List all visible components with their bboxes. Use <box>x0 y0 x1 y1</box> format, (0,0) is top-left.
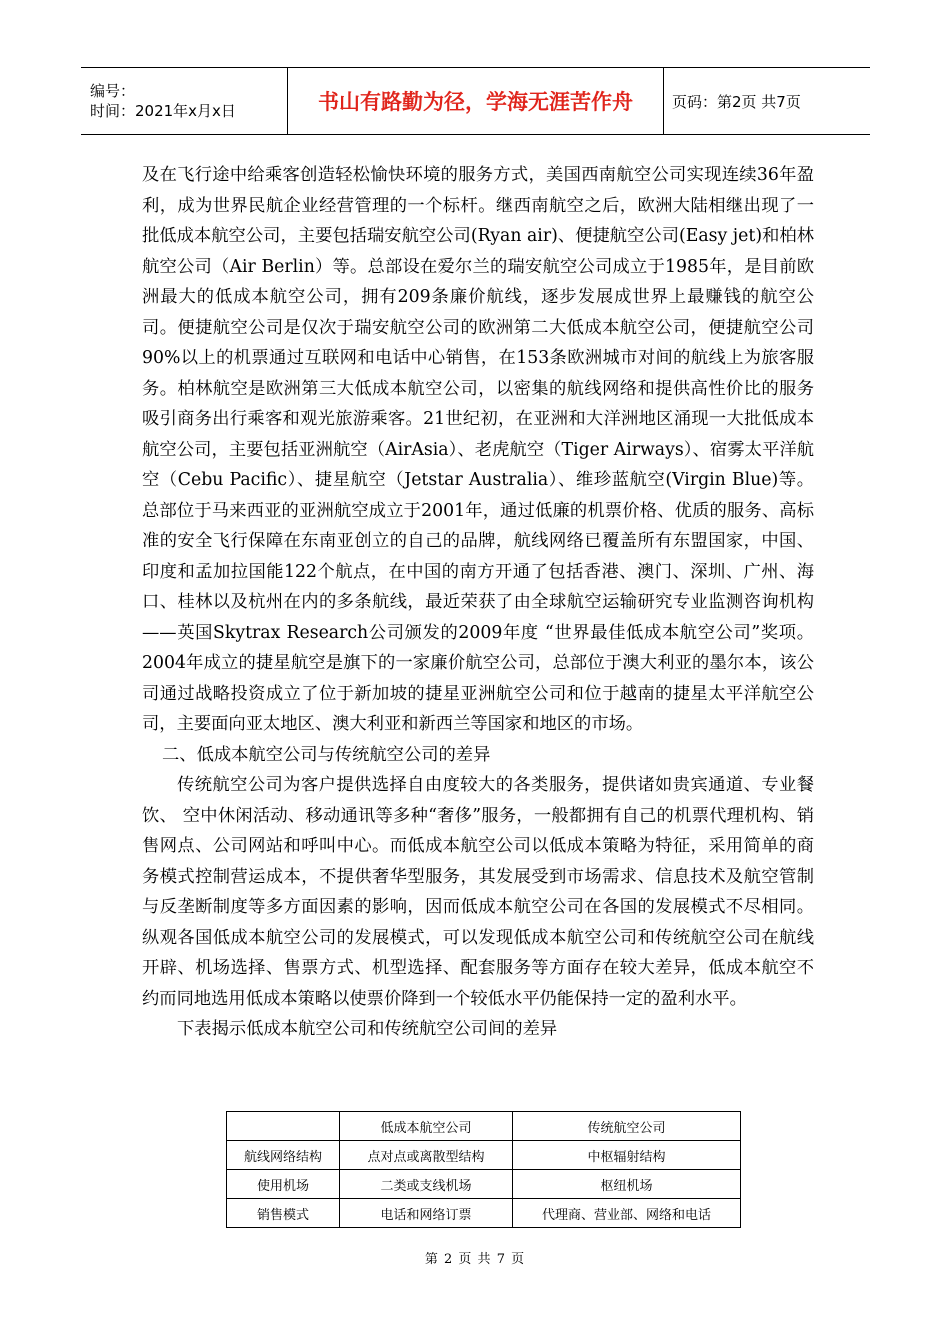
comparison-table <box>226 1111 741 1228</box>
body-paragraph-1: 及在飞行途中给乘客创造轻松愉快环境的服务方式，美国西南航空公司实现连续36年盈利，成为世界民航企业经营管理的一个标杆。继西南航空之后，欧洲大陆相继出现了一批低成本航空公司，主要包括瑞安航空公司(Ryan air)、便捷航空公司(Easy jet)和柏林航空公司（Air Berlin）等。总部设在爱尔兰的瑞安航空公司成立于1985年，是目前欧洲最大的低成本航空公司，拥有209条廉价航线，逐步发展成世界上最赚钱的航空公司。便捷航空公司是仅次于瑞安航空公司的欧洲第二大低成本航空公司，便捷航空公司90%以上的机票通过互联网和电话中心销售，在153条欧洲城市对间的航线上为旅客服务。柏林航空是欧洲第三大低成本航空公司，以密集的航线网络和提供高性价比的服务吸引商务出行乘客和观光旅游乘客。21世纪初，在亚洲和大洋洲地区涌现一大批低成本航空公司，主要包括亚洲航空（AirAsia）、老虎航空（Tiger Airways）、宿雾太平洋航空（Cebu Pacific）、捷星航空（Jetstar Australia）、维珍蓝航空(Virgin Blue)等。总部位于马来西亚的亚洲航空成立于2001年，通过低廉的机票价格、优质的服务、高标准的安全飞行保障在东南亚创立的自己的品牌，航线网络已覆盖所有东盟国家，中国、印度和孟加拉国能122个航点，在中国的南方开通了包括香港、澳门、深圳、广州、海口、桂林以及杭州在内的多条航线，最近荣获了由全球航空运输研究专业监测咨询机构——英国Skytrax Research公司颁发的2009年度 “世界最佳低成本航空公司”奖项。2004年成立的捷星航空是旗下的一家廉价航空公司，总部位于澳大利亚的墨尔本，该公司通过战略投资成立了位于新加坡的捷星亚洲航空公司和位于越南的捷星太平洋航空公司，主要面向亚太地区、澳大利亚和新西兰等国家和地区的市场。 <box>142 165 814 734</box>
document-date: 时间：2021年x月x日 <box>90 102 236 120</box>
table-caption: 下表揭示低成本航空公司和传统航空公司间的差异 <box>177 1019 558 1039</box>
page-header <box>81 67 870 135</box>
table-row <box>227 1141 741 1170</box>
table-row <box>227 1199 741 1228</box>
table-header-row <box>227 1112 741 1141</box>
table-cell: 销售模式 <box>227 1199 340 1228</box>
table-cell: 代理商、营业部、网络和电话 <box>513 1199 741 1228</box>
body-paragraph-2: 传统航空公司为客户提供选择自由度较大的各类服务，提供诸如贵宾通道、专业餐饮、 空中休闲活动、移动通讯等多种“奢侈”服务，一般都拥有自己的机票代理机构、销售网点、公司网站和呼叫中心。而低成本航空公司以低成本策略为特征，采用简单的商务模式控制营运成本，不提供奢华型服务，其发展受到市场需求、信息技术及航空管制与反垄断制度等多方面因素的影响，因而低成本航空公司在各国的发展模式不尽相同。纵观各国低成本航空公司的发展模式，可以发现低成本航空公司和传统航空公司在航线开辟、机场选择、售票方式、机型选择、配套服务等方面存在较大差异，低成本航空不约而同地选用低成本策略以使票价降到一个较低水平仍能保持一定的盈利水平。 <box>142 775 814 1009</box>
table-row <box>227 1170 741 1199</box>
table-cell: 中枢辐射结构 <box>513 1141 741 1170</box>
table-cell: 使用机场 <box>227 1170 340 1199</box>
table-cell: 电话和网络订票 <box>340 1199 513 1228</box>
table-cell: 点对点或离散型结构 <box>340 1141 513 1170</box>
table-header-cell <box>227 1112 340 1141</box>
header-meta <box>81 68 288 135</box>
section-heading: 二、低成本航空公司与传统航空公司的差异 <box>162 744 491 765</box>
header-motto: 书山有路勤为径，学海无涯苦作舟 <box>288 68 664 135</box>
table-cell: 航线网络结构 <box>227 1141 340 1170</box>
table-cell: 二类或支线机场 <box>340 1170 513 1199</box>
document-body <box>142 160 814 1045</box>
document-number: 编号： <box>90 82 136 100</box>
table-cell: 枢纽机场 <box>513 1170 741 1199</box>
header-page-number: 页码：第2页 共7页 <box>672 92 801 111</box>
table-header-cell: 传统航空公司 <box>513 1112 741 1141</box>
page-footer: 第 2 页 共 7 页 <box>424 1252 526 1267</box>
table-header-cell: 低成本航空公司 <box>340 1112 513 1141</box>
